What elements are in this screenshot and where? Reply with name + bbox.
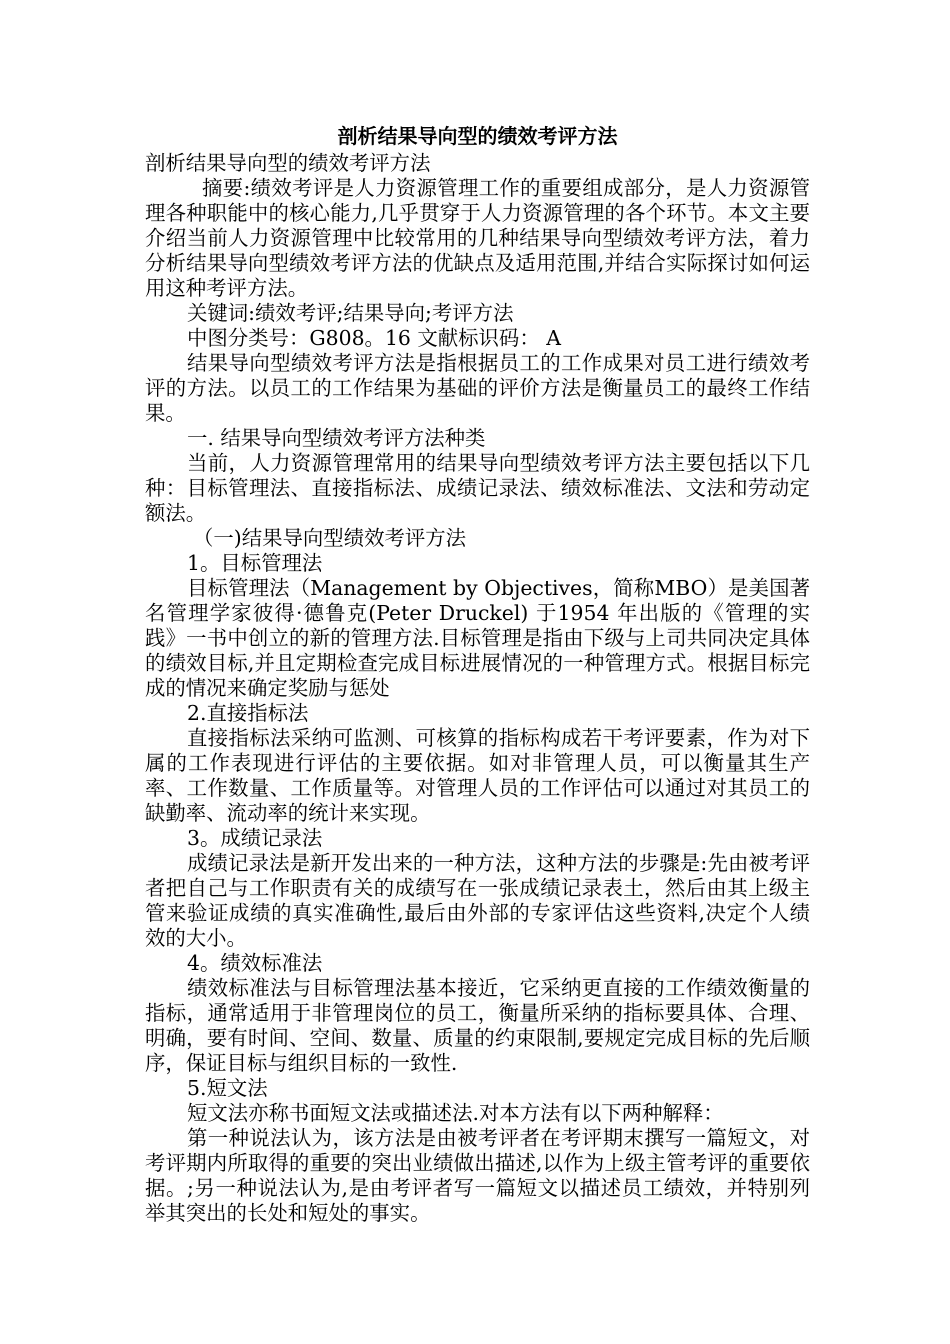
paragraph-standard: 绩效标准法与目标管理法基本接近，它采纳更直接的工作绩效衡量的指标，通常适用于非管理岗位的员工，衡量所采纳的指标要具体、合理、明确，要有时间、空间、数量、质量的约束限制,要规定完成目标的先后顺序，保证目标与组织目标的一致性. (145, 976, 810, 1075)
paragraph-mbo: 目标管理法（Management by Objectives，简称MBO）是美国著名管理学家彼得·德鲁克(Peter Druckel) 于1954 年出版的《管理的实践》一书中创立的新的管理方法.目标管理是指由下级与上司共同决定具体的绩效目标,并且定期检查完成目标进展情况的一种管理方式。根据目标完成的情况来确定奖励与惩处 (145, 576, 810, 700)
method-heading-3: 3。成绩记录法 (187, 826, 323, 850)
paragraph-essay-intro: 短文法亦称书面短文法或描述法.对本方法有以下两种解释： (187, 1101, 724, 1125)
paragraph-subtitle: 剖析结果导向型的绩效考评方法 (145, 151, 431, 175)
section-heading-1: 一. 结果导向型绩效考评方法种类 (187, 426, 486, 450)
document-title: 剖析结果导向型的绩效考评方法 (337, 124, 618, 148)
method-heading-2: 2.直接指标法 (187, 701, 309, 725)
paragraph-methods-overview: 当前，人力资源管理常用的结果导向型绩效考评方法主要包括以下几种：目标管理法、直接指标法、成绩记录法、绩效标准法、文法和劳动定额法。 (145, 451, 810, 525)
paragraph-abstract: 摘要:绩效考评是人力资源管理工作的重要组成部分，是人力资源管理各种职能中的核心能力,几乎贯穿于人力资源管理的各个环节。本文主要介绍当前人力资源管理中比较常用的几种结果导向型绩效考评方法，着力分析结果导向型绩效考评方法的优缺点及适用范围,并结合实际探讨如何运用这种考评方法。 (145, 176, 810, 300)
document-page (145, 121, 810, 1226)
document-body (145, 151, 810, 1226)
method-heading-1: 1。目标管理法 (187, 551, 323, 575)
paragraph-essay-detail: 第一种说法认为，该方法是由被考评者在考评期末撰写一篇短文，对考评期内所取得的重要的突出业绩做出描述,以作为上级主管考评的重要依据。;另一种说法认为,是由考评者写一篇短文以描述员工绩效，并特别列举其突出的长处和短处的事实。 (145, 1126, 810, 1225)
paragraph-intro: 结果导向型绩效考评方法是指根据员工的工作成果对员工进行绩效考评的方法。以员工的工作结果为基础的评价方法是衡量员工的最终工作结果。 (145, 351, 810, 425)
method-heading-5: 5.短文法 (187, 1076, 268, 1100)
subsection-heading-1: （一)结果导向型绩效考评方法 (193, 526, 467, 550)
paragraph-keywords: 关键词:绩效考评;结果导向;考评方法 (187, 301, 514, 325)
paragraph-record: 成绩记录法是新开发出来的一种方法，这种方法的步骤是:先由被考评者把自己与工作职责有关的成绩写在一张成绩记录表土，然后由其上级主管来验证成绩的真实准确性,最后由外部的专家评估这些资料,决定个人绩效的大小。 (145, 851, 810, 950)
method-heading-4: 4。绩效标准法 (187, 951, 323, 975)
paragraph-classification: 中图分类号：G808。16 文献标识码： A (187, 326, 561, 350)
paragraph-direct-indicator: 直接指标法采纳可监测、可核算的指标构成若干考评要素，作为对下属的工作表现进行评估的主要依据。如对非管理人员，可以衡量其生产率、工作数量、工作质量等。对管理人员的工作评估可以通过对其员工的缺勤率、流动率的统计来实现。 (145, 726, 810, 825)
